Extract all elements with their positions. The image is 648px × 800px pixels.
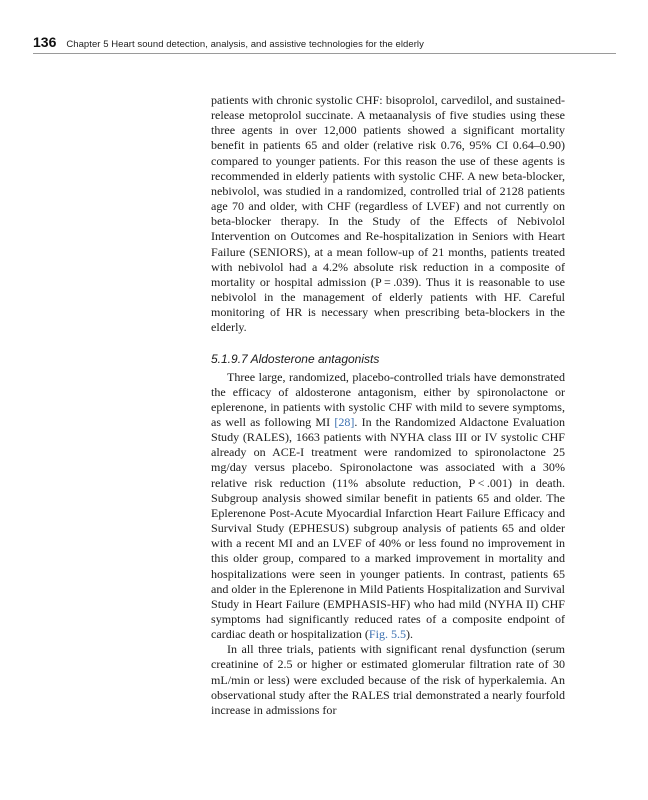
running-header (33, 34, 616, 50)
section-heading-aldosterone: 5.1.9.7 Aldosterone antagonists (211, 351, 380, 366)
paragraph-renal-dysfunction: In all three trials, patients with significant renal dysfunction (serum creatinine of 2.5 or higher or estimated glomerular filtration rate of 30 mL/min or less) were excluded because of the risk of hyperkalemia. An observational study after the RALES trial demonstrated a nearly fourfold increase in admissions for (211, 642, 565, 717)
header-rule (33, 53, 616, 54)
running-head-title: Chapter 5 Heart sound detection, analysis, and assistive technologies for the elderly (66, 39, 424, 50)
paragraph-aldosterone-trials (211, 370, 565, 643)
paragraph-aldosterone-text-c: ). (406, 627, 414, 642)
page-number: 136 (33, 34, 57, 50)
paragraph-aldosterone-text-a: Three large, randomized, placebo-controlled trials have demonstrated the efficacy of aldosterone antagonism, either by spironolactone or eplerenone, in patients with systolic CHF with mild to severe symptoms, as well as following MI (211, 369, 565, 429)
paragraph-aldosterone-text-b: . In the Randomized Aldactone Evaluation Study (RALES), 1663 patients with NYHA class III or IV systolic CHF already on ACE-I treatment were randomized to spironolactone 25 mg/day versus placebo. Spironolactone was associated with a 30% relative risk reduction (11% absolute reduction, P < .001) in death. Subgroup analysis showed similar benefit in patients 65 and older. The Eplerenone Post-Acute Myocardial Infarction Heart Failure Efficacy and Survival Study (EPHESUS) subgroup analysis of patients 65 and older with a recent MI and an LVEF of 40% or less found no improvement in this older group, compared to a marked improvement in mortality and hospitalizations were seen in younger patients. In contrast, patients 65 and older in the Eplerenone in Mild Patients Hospitalization and Survival Study in Heart Failure (EMPHASIS-HF) who had mild (NYHA II) CHF symptoms had significantly reduced rates of a composite endpoint of cardiac death or hospitalization ( (211, 414, 565, 642)
body-text (211, 93, 565, 718)
figure-5-5-link[interactable]: Fig. 5.5 (368, 627, 407, 642)
citation-28-link[interactable]: [28] (334, 414, 355, 429)
paragraph-beta-blockers: patients with chronic systolic CHF: bisoprolol, carvedilol, and sustained-release metoprolol succinate. A metaanalysis of five studies using these three agents in over 12,000 patients showed a significant mortality benefit in patients 65 and older (relative risk 0.76, 95% CI 0.64–0.90) compared to younger patients. For this reason the use of these agents is recommended in elderly patients with systolic CHF. A new beta-blocker, nebivolol, was studied in a randomized, controlled trial of 2128 patients age 70 and older, with CHF (regardless of LVEF) and not currently on beta-blocker therapy. In the Study of the Effects of Nebivolol Intervention on Outcomes and Re-hospitalization in Seniors with Heart Failure (SENIORS), at a mean follow-up of 21 months, patients treated with nebivolol had a 4.2% absolute risk reduction in a composite of mortality or hospital admission (P = .039). Thus it is reasonable to use nebivolol in the management of elderly patients with HF. Careful monitoring of HR is necessary when prescribing beta-blockers in the elderly. (211, 93, 565, 335)
